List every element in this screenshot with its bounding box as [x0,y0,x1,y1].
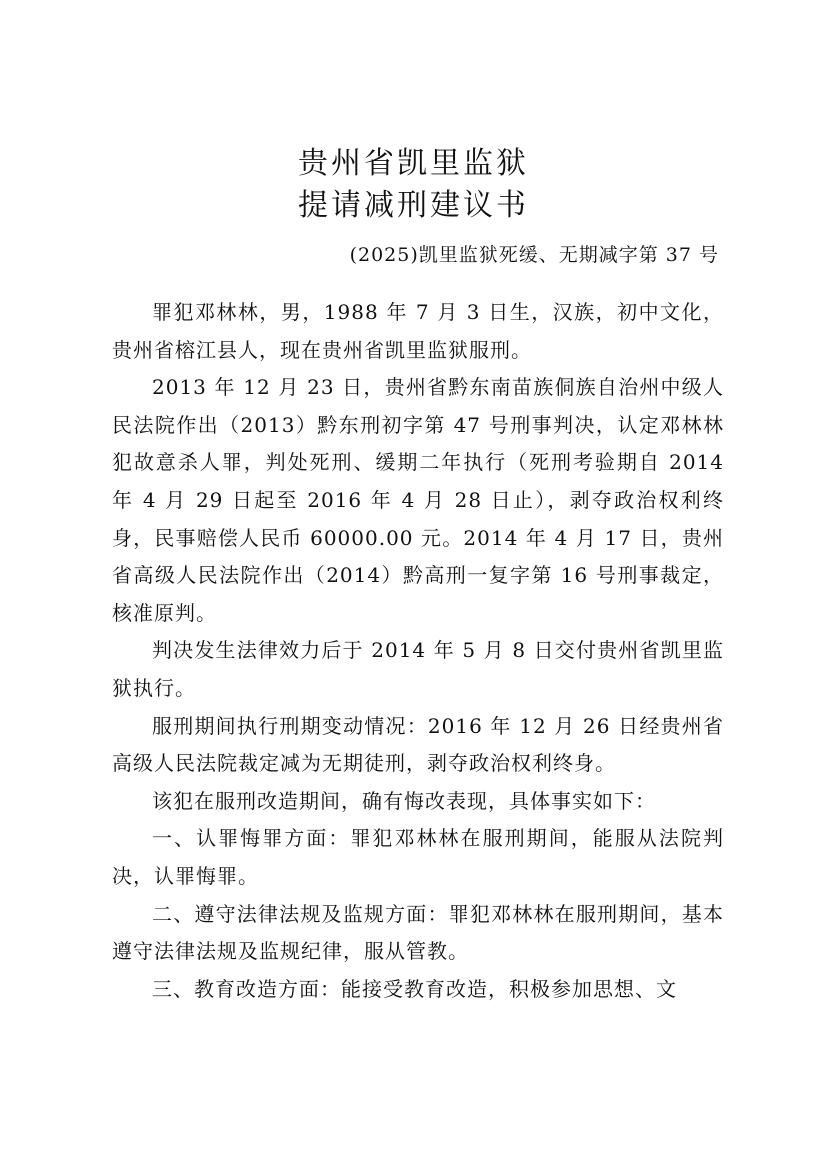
paragraph-rule-compliance: 二、遵守法律法规及监规方面：罪犯邓林林在服刑期间，基本遵守法律法规及监规纪律，服从管教。 [112,901,724,964]
paragraph-admission-of-guilt: 一、认罪悔罪方面：罪犯邓林林在服刑期间，能服从法院判决，认罪悔罪。 [112,826,724,888]
paragraph-criminal-info: 罪犯邓林林，男，1988 年 7 月 3 日生，汉族，初中文化，贵州省榕江县人，现在贵州省凯里监狱服刑。 [112,300,724,362]
title-line-document-type: 提请减刑建议书 [298,188,529,223]
document-number: (2025)凯里监狱死缓、无期减字第 37 号 [349,244,719,266]
paragraph-original-judgment: 2013 年 12 月 23 日，贵州省黔东南苗族侗族自治州中级人民法院作出（2013）黔东刑初字第 47 号刑事判决，认定邓林林犯故意杀人罪，判处死刑、缓期二年执行（死刑考验期自 2014 年 4 月 29 日起至 2016 年 4 月 28 日止），剥夺政治权利终身，民事赔偿人民币 60000.00 元。2014 年 4 月 17 日，贵州省高级人民法院作出（2014）黔高刑一复字第 16 号刑事裁定，核准原判。 [112,375,724,625]
paragraph-execution: 判决发生法律效力后于 2014 年 5 月 8 日交付贵州省凯里监狱执行。 [112,638,724,700]
document-title [0,143,827,227]
paragraph-sentence-changes: 服刑期间执行刑期变动情况：2016 年 12 月 26 日经贵州省高级人民法院裁定减为无期徒刑，剥夺政治权利终身。 [112,713,724,776]
title-line-prison: 贵州省凯里监狱 [298,146,529,181]
paragraph-education-reform: 三、教育改造方面：能接受教育改造，积极参加思想、文 [152,976,677,1001]
paragraph-repentance-intro: 该犯在服刑改造期间，确有悔改表现，具体事实如下： [152,788,656,813]
document-body [112,294,724,1008]
